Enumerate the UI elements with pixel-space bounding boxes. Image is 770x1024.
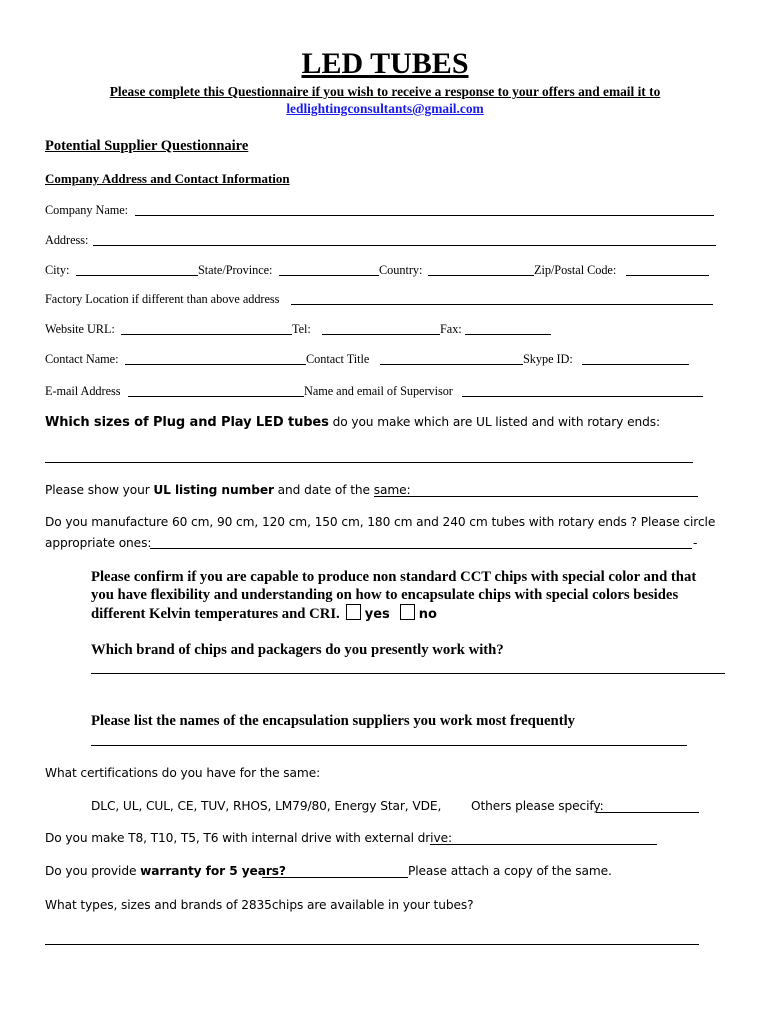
- ul-question-pre: Please show your: [45, 483, 154, 497]
- tel-field[interactable]: [322, 334, 440, 335]
- city-field[interactable]: [76, 275, 198, 276]
- fax-field[interactable]: [465, 334, 551, 335]
- contact-name-field[interactable]: [125, 364, 306, 365]
- chips-question: What types, sizes and brands of 2835chips are available in your tubes?: [45, 898, 474, 912]
- no-label: no: [418, 607, 437, 622]
- certifications-list: DLC, UL, CUL, CE, TUV, RHOS, LM79/80, Energy Star, VDE,: [91, 799, 442, 813]
- manufacture-question-line1: Do you manufacture 60 cm, 90 cm, 120 cm, 150 cm, 180 cm and 240 cm tubes with rotary ends ? Please circle: [45, 515, 716, 529]
- address-label: Address:: [45, 233, 89, 247]
- suppliers-question: Please list the names of the encapsulation suppliers you work most frequently: [91, 713, 576, 729]
- cct-question-line3: [91, 604, 437, 624]
- warranty-question-bold: warranty for 5 years?: [140, 864, 286, 878]
- sizes-question: [45, 415, 660, 430]
- warranty-answer-field[interactable]: [262, 877, 408, 878]
- subsection-heading: Company Address and Contact Information: [45, 171, 290, 186]
- supervisor-label: Name and email of Supervisor: [304, 384, 453, 398]
- ul-question: [45, 483, 411, 497]
- fax-label: Fax:: [440, 322, 462, 336]
- ul-question-post: and date of the same:: [273, 483, 411, 497]
- state-field[interactable]: [279, 275, 379, 276]
- supervisor-field[interactable]: [462, 396, 703, 397]
- warranty-question: [45, 864, 286, 878]
- drive-question: Do you make T8, T10, T5, T6 with internal drive with external drive:: [45, 831, 452, 845]
- website-label: Website URL:: [45, 322, 115, 336]
- factory-location-field[interactable]: [291, 304, 713, 305]
- certifications-other-field[interactable]: [596, 812, 699, 813]
- manufacture-question-line2: appropriate ones:: [45, 536, 152, 550]
- section-heading: Potential Supplier Questionnaire: [45, 138, 249, 154]
- country-label: Country:: [379, 263, 423, 277]
- company-name-field[interactable]: [135, 215, 714, 216]
- cct-question-line2: you have flexibility and understanding on how to encapsulate chips with special colors besides: [91, 587, 679, 603]
- sizes-answer-field[interactable]: [45, 462, 693, 463]
- intro-line: Please complete this Questionnaire if you wish to receive a response to your offers and email it to: [109, 84, 661, 99]
- contact-email-link[interactable]: ledlightingconsultants@gmail.com: [286, 101, 484, 116]
- cct-question-line3-text: different Kelvin temperatures and CRI.: [91, 606, 340, 622]
- brand-answer-field[interactable]: [91, 673, 725, 674]
- city-label: City:: [45, 263, 70, 277]
- contact-title-label: Contact Title: [306, 352, 370, 366]
- ul-question-bold: UL listing number: [153, 483, 274, 497]
- contact-title-field[interactable]: [380, 364, 523, 365]
- warranty-question-pre: Do you provide: [45, 864, 141, 878]
- drive-answer-field[interactable]: [430, 844, 657, 845]
- sizes-question-rest: do you make which are UL listed and with rotary ends:: [328, 415, 660, 429]
- no-checkbox[interactable]: [400, 604, 415, 620]
- cct-question-line1: Please confirm if you are capable to produce non standard CCT chips with special color and that: [91, 569, 697, 585]
- certifications-other-label: Others please specify:: [471, 799, 604, 813]
- warranty-attach-note: Please attach a copy of the same.: [408, 864, 612, 878]
- skype-field[interactable]: [582, 364, 689, 365]
- ul-listing-field[interactable]: [374, 496, 698, 497]
- zip-field[interactable]: [626, 275, 709, 276]
- manufacture-answer-field[interactable]: [150, 548, 692, 549]
- contact-name-label: Contact Name:: [45, 352, 119, 366]
- sizes-question-bold: Which sizes of Plug and Play LED tubes: [45, 415, 329, 430]
- brand-question: Which brand of chips and packagers do you presently work with?: [91, 642, 504, 658]
- skype-label: Skype ID:: [523, 352, 573, 366]
- company-name-label: Company Name:: [45, 203, 129, 217]
- tel-label: Tel:: [292, 322, 311, 336]
- yes-checkbox[interactable]: [346, 604, 361, 620]
- email-address-field[interactable]: [128, 396, 304, 397]
- factory-location-label: Factory Location if different than above address: [45, 292, 280, 306]
- zip-label: Zip/Postal Code:: [534, 263, 617, 277]
- page-title: LED TUBES: [301, 47, 469, 80]
- state-label: State/Province:: [198, 263, 273, 277]
- manufacture-dash: -: [693, 536, 698, 550]
- yes-label: yes: [364, 607, 390, 622]
- chips-answer-field[interactable]: [45, 944, 699, 945]
- certifications-question: What certifications do you have for the same:: [45, 766, 321, 780]
- country-field[interactable]: [428, 275, 534, 276]
- website-field[interactable]: [121, 334, 292, 335]
- address-field[interactable]: [93, 245, 716, 246]
- suppliers-answer-field[interactable]: [91, 745, 687, 746]
- email-address-label: E-mail Address: [45, 384, 121, 398]
